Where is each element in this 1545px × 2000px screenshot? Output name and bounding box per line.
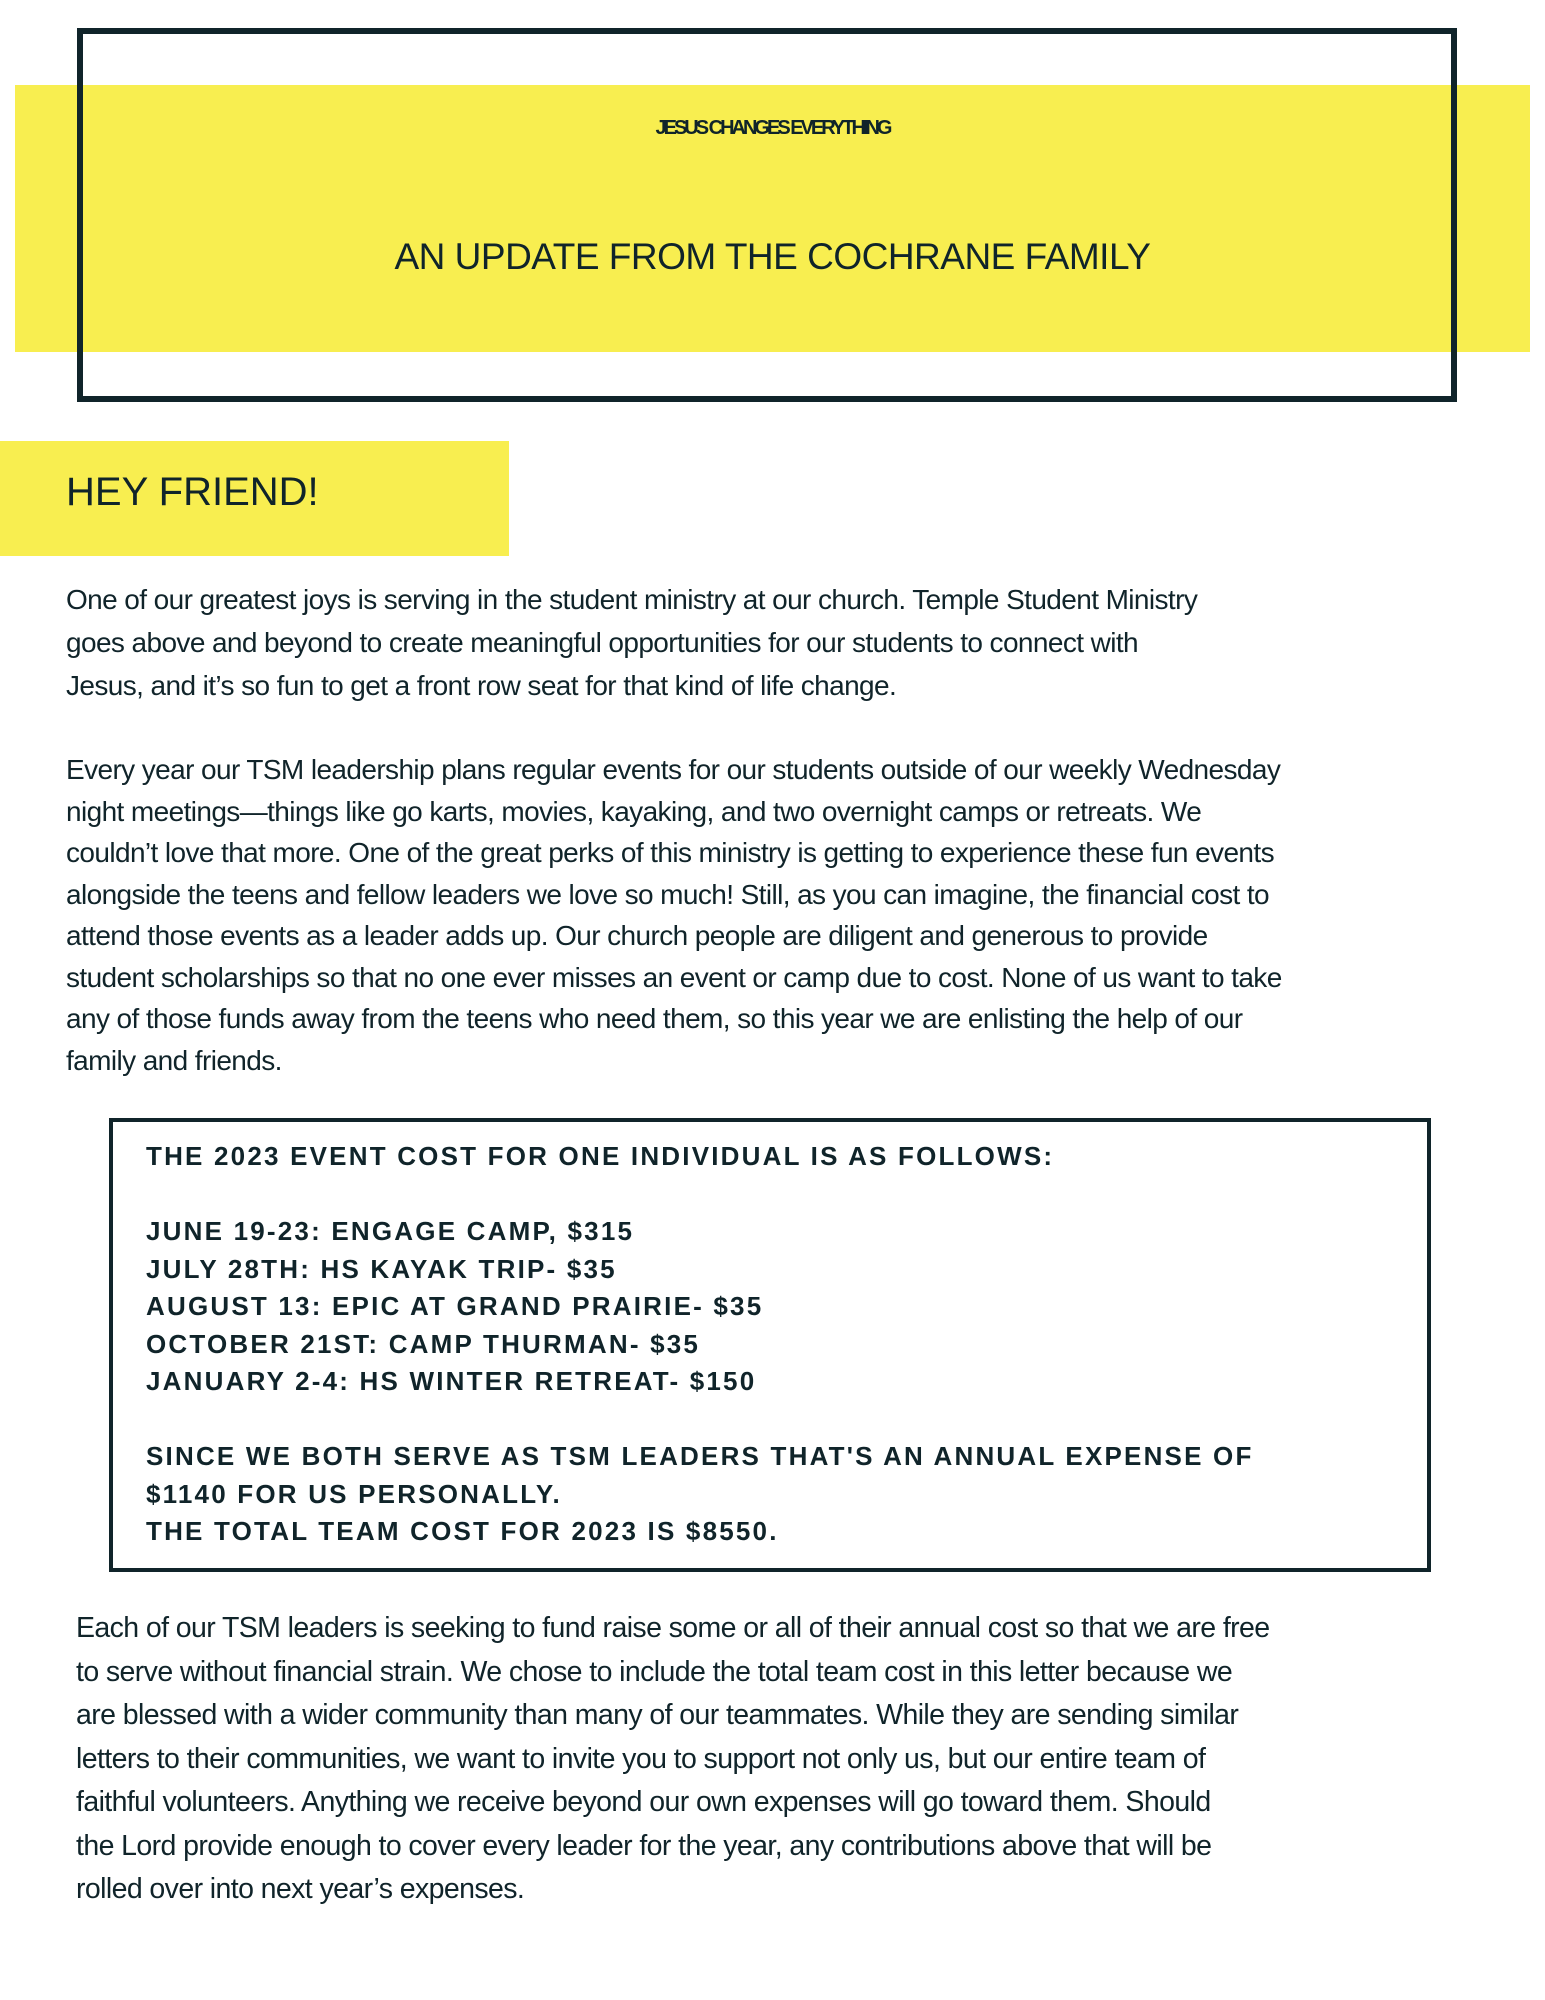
event-cost-item: JULY 28TH: HS KAYAK TRIP- $35: [146, 1253, 617, 1284]
paragraph-line: night meetings—things like go karts, movies, kayaking, and two overnight camps or retreats. We: [66, 795, 1202, 827]
page-subtitle: AN UPDATE FROM THE COCHRANE FAMILY: [394, 236, 1151, 277]
paragraph-line: to serve without financial strain. We chose to include the total team cost in this letter because we: [76, 1655, 1233, 1688]
paragraph-line: alongside the teens and fellow leaders we love so much! Still, as you can imagine, the financial cost to: [66, 878, 1269, 910]
paragraph-line: Jesus, and it’s so fun to get a front row seat for that kind of life change.: [66, 670, 897, 701]
cost-intro: THE 2023 EVENT COST FOR ONE INDIVIDUAL IS AS FOLLOWS:: [146, 1141, 1055, 1171]
events-paragraph: [66, 749, 1486, 1081]
paragraph-line: student scholarships so that no one ever misses an event or camp due to cost. None of us want to take: [66, 961, 1282, 993]
paragraph-line: One of our greatest joys is serving in the student ministry at our church. Temple Student Ministry: [66, 584, 1198, 615]
event-cost-item: JANUARY 2-4: HS WINTER RETREAT- $150: [146, 1366, 757, 1396]
paragraph-line: Every year our TSM leadership plans regular events for our students outside of our weekly Wednesday: [66, 754, 1281, 785]
event-cost-item: JUNE 19-23: ENGAGE CAMP, $315: [146, 1216, 635, 1246]
header-frame: [77, 28, 1457, 402]
paragraph-line: attend those events as a leader adds up. Our church people are diligent and generous to provide: [66, 920, 1208, 951]
page-title: JESUS CHANGES EVERYTHING: [655, 117, 890, 139]
spacer: [146, 1401, 1406, 1439]
paragraph-line: the Lord provide enough to cover every leader for the year, any contributions above that will be: [76, 1829, 1212, 1862]
event-cost-list: [146, 1138, 1406, 1551]
intro-paragraph: [66, 578, 1486, 707]
paragraph-line: family and friends.: [66, 1044, 282, 1076]
spacer: [146, 1176, 1406, 1214]
paragraph-line: Each of our TSM leaders is seeking to fund raise some or all of their annual cost so that we are free: [76, 1612, 1270, 1644]
paragraph-line: are blessed with a wider community than many of our teammates. While they are sending similar: [76, 1699, 1239, 1731]
paragraph-line: any of those funds away from the teens who need them, so this year we are enlisting the help of our: [66, 1003, 1243, 1034]
paragraph-line: goes above and beyond to create meaningful opportunities for our students to connect with: [66, 627, 1139, 658]
cost-summary-line: $1140 FOR US PERSONALLY.: [146, 1478, 562, 1509]
cost-summary-line: SINCE WE BOTH SERVE AS TSM LEADERS THAT'S AN ANNUAL EXPENSE OF: [146, 1441, 1254, 1471]
greeting-heading: HEY FRIEND!: [66, 470, 319, 514]
fundraising-paragraph: [76, 1607, 1496, 1912]
paragraph-line: rolled over into next year’s expenses.: [76, 1873, 525, 1905]
paragraph-line: faithful volunteers. Anything we receive beyond our own expenses will go toward them. Should: [76, 1786, 1211, 1818]
event-cost-item: AUGUST 13: EPIC AT GRAND PRAIRIE- $35: [146, 1291, 764, 1321]
paragraph-line: letters to their communities, we want to invite you to support not only us, but our entire team of: [76, 1742, 1206, 1775]
cost-summary-line: THE TOTAL TEAM COST FOR 2023 IS $8550.: [146, 1516, 779, 1546]
paragraph-line: couldn’t love that more. One of the great perks of this ministry is getting to experience these fun events: [66, 837, 1274, 868]
event-cost-item: OCTOBER 21ST: CAMP THURMAN- $35: [146, 1328, 701, 1359]
